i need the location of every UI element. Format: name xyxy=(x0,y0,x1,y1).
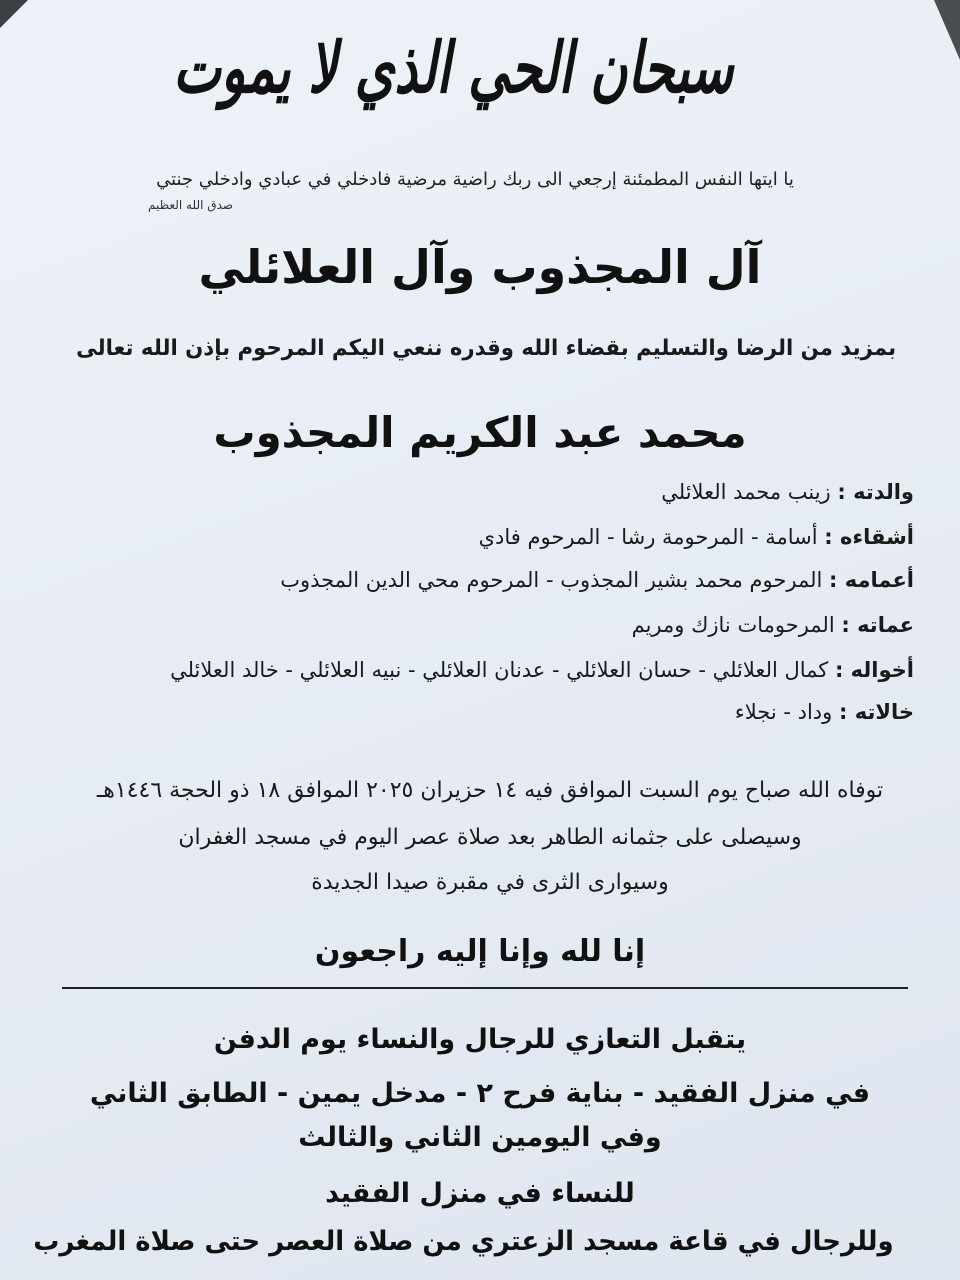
condolence-line: للنساء في منزل الفقيد xyxy=(325,1178,635,1209)
relative-value: المرحوم محمد بشير المجذوب - المرحوم محي الدين المجذوب xyxy=(280,568,823,592)
divider xyxy=(62,987,908,989)
closing-phrase: إنا لله وإنا إليه راجعون xyxy=(314,934,646,969)
families-title: آل المجذوب وآل العلائلي xyxy=(198,240,762,294)
death-notice-line: توفاه الله صباح يوم السبت الموافق فيه ١٤ حزيران ٢٠٢٥ الموافق ١٨ ذو الحجة ١٤٤٦هـ xyxy=(96,778,884,803)
relative-row xyxy=(170,660,914,681)
header-calligraphy: سبحان الحي الذي لا يموت xyxy=(173,26,734,110)
relative-value: كمال العلائلي - حسان العلائلي - عدنان العلائلي - نبيه العلائلي - خالد العلائلي xyxy=(170,658,829,682)
relative-value: المرحومات نازك ومريم xyxy=(631,613,835,637)
condolence-line: وفي اليومين الثاني والثالث xyxy=(298,1122,662,1153)
background-corner xyxy=(0,0,28,28)
relative-value: أسامة - المرحومة رشا - المرحوم فادي xyxy=(478,525,818,549)
death-notice-line: وسيصلى على جثمانه الطاهر بعد صلاة عصر اليوم في مسجد الغفران xyxy=(178,825,802,850)
relative-label: والدته : xyxy=(837,480,914,504)
background-corner xyxy=(934,0,960,60)
relative-row xyxy=(632,615,914,636)
relative-label: أشقاءه : xyxy=(824,525,914,549)
deceased-name: محمد عبد الكريم المجذوب xyxy=(213,408,747,457)
relative-label: أعمامه : xyxy=(829,568,914,592)
death-notice-line: وسيوارى الثرى في مقبرة صيدا الجديدة xyxy=(311,870,669,895)
relative-row xyxy=(661,482,914,503)
quran-verse: يا ايتها النفس المطمئنة إرجعي الى ربك راضية مرضية فادخلي في عبادي وادخلي جنتي xyxy=(156,169,794,190)
relative-row xyxy=(735,702,914,723)
relative-value: وداد - نجلاء xyxy=(734,700,833,724)
relative-label: أخواله : xyxy=(834,658,914,682)
condolence-line: في منزل الفقيد - بناية فرح ٢ - مدخل يمين - الطابق الثاني xyxy=(89,1078,871,1109)
condolence-line: يتقبل التعازي للرجال والنساء يوم الدفن xyxy=(213,1024,747,1055)
verse-closing: صدق الله العظيم xyxy=(148,198,234,212)
relative-label: عماته : xyxy=(841,613,914,637)
relative-label: خالاته : xyxy=(839,700,914,724)
condolence-line: وللرجال في قاعة مسجد الزعتري من صلاة العصر حتى صلاة المغرب xyxy=(33,1226,894,1257)
relative-row xyxy=(479,527,914,548)
intro-text: بمزيد من الرضا والتسليم بقضاء الله وقدره ننعي اليكم المرحوم بإذن الله تعالى xyxy=(76,336,897,361)
relative-value: زينب محمد العلائلي xyxy=(661,480,831,504)
relative-row xyxy=(280,570,914,591)
